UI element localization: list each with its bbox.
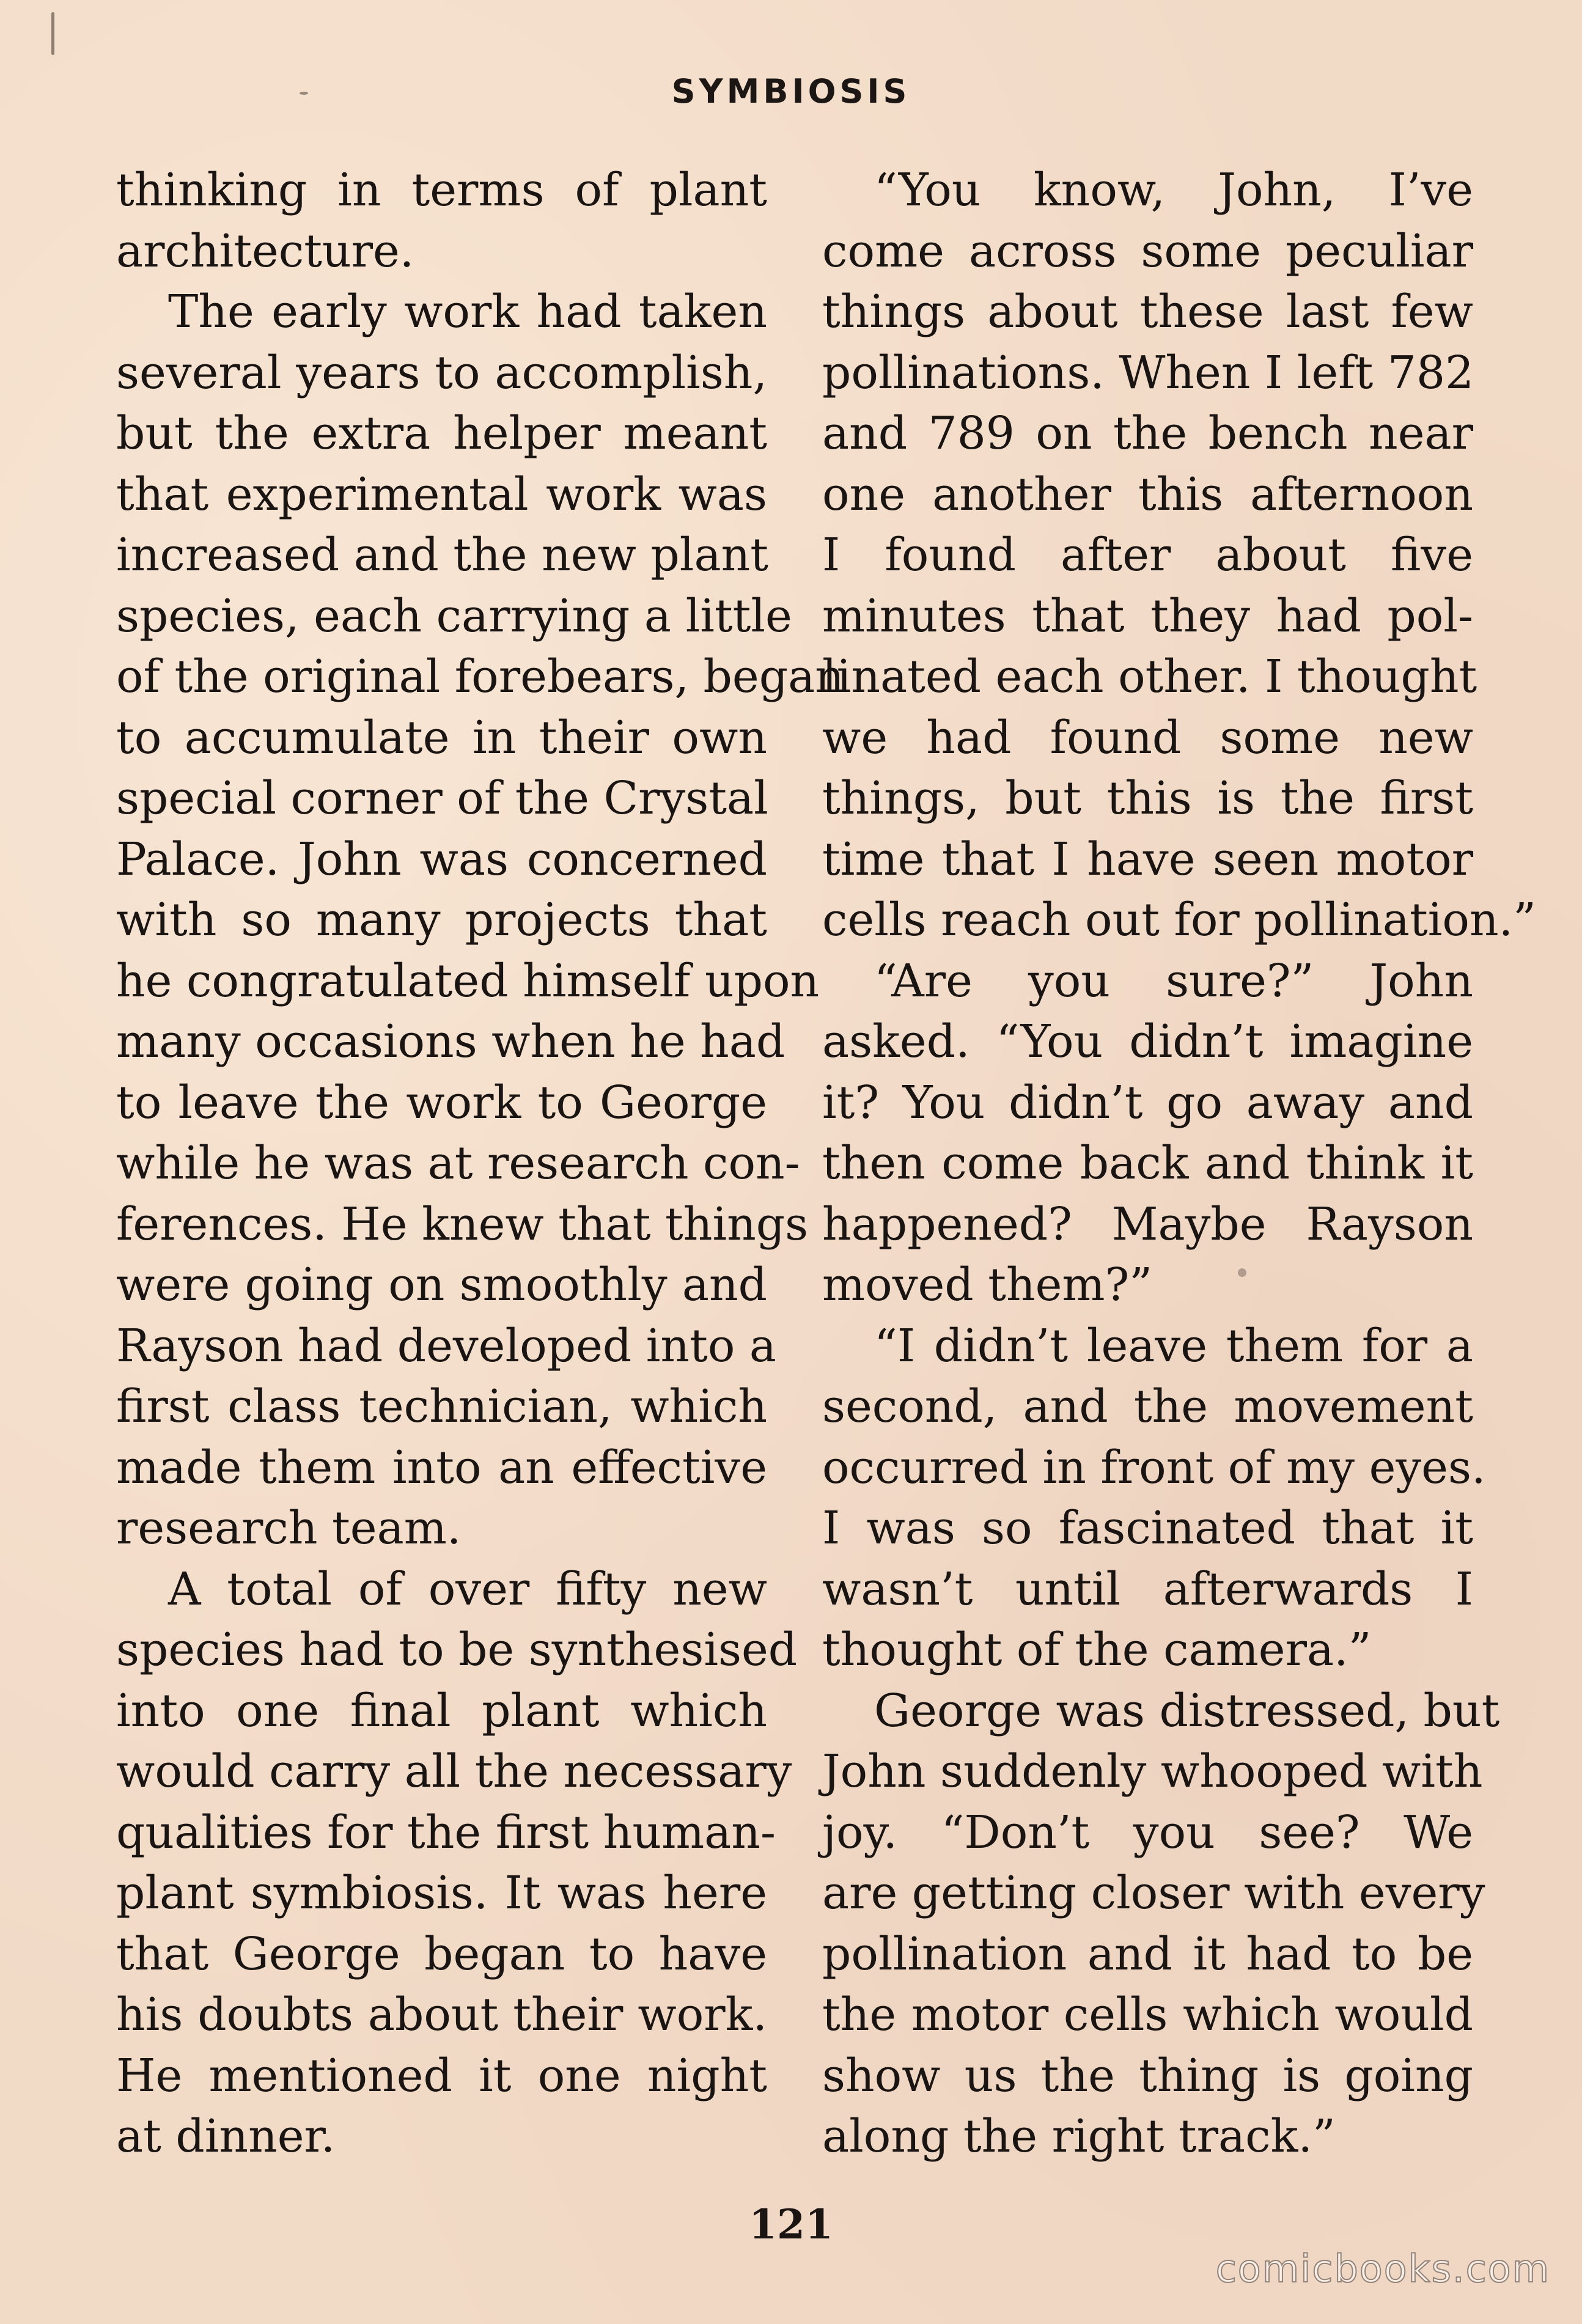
text-line: to leave the work to George <box>116 1076 767 1129</box>
text-line: that experimental work was <box>116 468 767 521</box>
text-line: but the extra helper meant <box>116 407 767 460</box>
text-line: asked. “You didn’t imagine <box>822 1015 1473 1068</box>
text-line: several years to accomplish, <box>116 346 767 399</box>
text-line: things, but this is the first <box>822 772 1473 825</box>
text-line: are getting closer with every <box>822 1867 1485 1919</box>
text-line: to accumulate in their own <box>116 711 767 764</box>
watermark: comicbooks.com <box>1215 2246 1550 2291</box>
text-line: then come back and think it <box>822 1137 1473 1190</box>
text-line: research team. <box>116 1502 462 1554</box>
text-line: he congratulated himself upon <box>116 954 820 1007</box>
ink-speck <box>300 92 308 95</box>
text-line: joy. “Don’t you see? We <box>822 1806 1473 1859</box>
text-line: species had to be synthesised <box>116 1623 798 1676</box>
text-line: many occasions when he had <box>116 1015 785 1068</box>
text-line: happened? Maybe Rayson <box>822 1197 1473 1251</box>
text-line: Rayson had developed into a <box>116 1319 777 1372</box>
text-line: ferences. He knew that things <box>116 1197 809 1251</box>
text-line: show us the thing is going <box>822 2049 1473 2102</box>
text-line: along the right track.” <box>822 2110 1336 2163</box>
text-line: it? You didn’t go away and <box>822 1076 1473 1129</box>
text-line: the motor cells which would <box>822 1988 1473 2041</box>
text-line: into one final plant which <box>116 1684 767 1737</box>
text-line: linated each other. I thought <box>822 650 1477 703</box>
text-line: first class technician, which <box>116 1380 767 1433</box>
text-line: “I didn’t leave them for a <box>874 1319 1473 1372</box>
text-line: John suddenly whooped with <box>822 1745 1483 1798</box>
ink-speck <box>51 12 54 55</box>
text-line: made them into an effective <box>116 1441 767 1494</box>
text-line: wasn’t until afterwards I <box>822 1562 1473 1616</box>
text-line: pollination and it had to be <box>822 1927 1473 1980</box>
text-line: his doubts about their work. <box>116 1988 767 2041</box>
text-line: increased and the new plant <box>116 529 768 581</box>
text-line: that George began to have <box>116 1927 767 1980</box>
left-text-column <box>116 160 844 2168</box>
text-line: of the original forebears, began <box>116 650 844 703</box>
text-line: while he was at research con- <box>116 1137 800 1190</box>
text-line: He mentioned it one night <box>116 2049 767 2102</box>
text-line: were going on smoothly and <box>116 1259 767 1311</box>
text-line: we had found some new <box>822 711 1473 764</box>
text-line: come across some peculiar <box>822 224 1473 278</box>
text-line: I was so fascinated that it <box>822 1502 1473 1554</box>
text-line: plant symbiosis. It was here <box>116 1867 767 1919</box>
text-line: “Are you sure?” John <box>874 954 1473 1007</box>
text-line: special corner of the Crystal <box>116 772 768 825</box>
text-line: one another this afternoon <box>822 468 1473 521</box>
text-line: species, each carrying a little <box>116 589 792 642</box>
text-line: I found after about five <box>822 529 1473 581</box>
running-head: SYMBIOSIS <box>671 72 911 111</box>
text-line: moved them?” <box>822 1259 1153 1311</box>
text-line: and 789 on the bench near <box>822 407 1473 460</box>
text-line: George was distressed, but <box>874 1684 1500 1737</box>
text-line: thought of the camera.” <box>822 1623 1372 1676</box>
text-line: occurred in front of my eyes. <box>822 1441 1486 1494</box>
text-line: thinking in terms of plant <box>116 164 767 216</box>
text-line: second, and the movement <box>822 1380 1473 1433</box>
text-line: architecture. <box>116 224 414 278</box>
text-line: Palace. John was concerned <box>116 833 767 886</box>
text-line: things about these last few <box>822 285 1473 338</box>
text-line: with so many projects that <box>116 894 767 946</box>
text-line: cells reach out for pollination.” <box>822 894 1536 946</box>
text-line: A total of over fifty new <box>168 1562 767 1616</box>
text-line: pollinations. When I left 782 <box>822 346 1474 399</box>
text-line: at dinner. <box>116 2110 336 2163</box>
ink-speck <box>1238 1268 1246 1277</box>
text-line: “You know, John, I’ve <box>874 164 1473 216</box>
page-number: 121 <box>749 2201 833 2248</box>
text-line: would carry all the necessary <box>116 1745 792 1798</box>
text-line: qualities for the first human- <box>116 1806 776 1859</box>
text-line: The early work had taken <box>168 285 767 338</box>
text-line: minutes that they had pol- <box>822 589 1473 642</box>
right-text-column <box>822 160 1536 2168</box>
text-line: time that I have seen motor <box>822 833 1473 886</box>
